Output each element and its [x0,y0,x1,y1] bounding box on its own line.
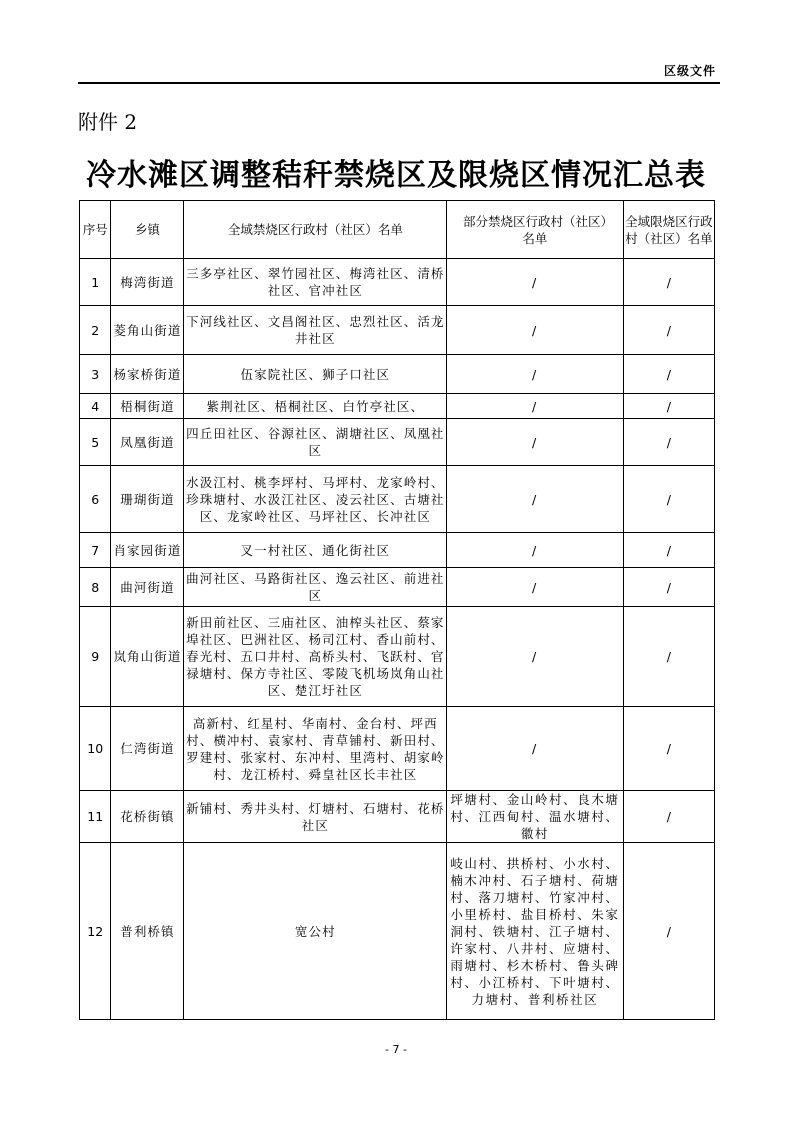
table-row [80,259,715,306]
town-name: 花桥街镇 [111,791,184,843]
full-ban-list: 伍家院社区、狮子口社区 [184,355,447,394]
full-ban-list: 紫荆社区、梧桐社区、白竹亭社区、 [184,394,447,419]
town-name: 凤凰街道 [111,419,184,466]
row-number: 7 [80,533,111,568]
partial-ban-list: / [447,533,624,568]
full-ban-list: 叉一村社区、通化街社区 [184,533,447,568]
table-row [80,533,715,568]
town-name: 曲河街道 [111,568,184,607]
table-row [80,466,715,533]
partial-ban-list: / [447,568,624,607]
town-name: 仁湾街道 [111,707,184,791]
partial-ban-list: / [447,466,624,533]
limited-list: / [623,568,714,607]
header-label: 区级文件 [663,64,716,78]
table-row [80,843,715,1020]
limited-list: / [623,466,714,533]
row-number: 11 [80,791,111,843]
full-ban-list: 宽公村 [184,843,447,1020]
row-number: 3 [80,355,111,394]
limited-list: / [623,259,714,306]
full-ban-list: 水汲江村、桃李坪村、马坪村、龙家岭村、珍珠塘村、水汲江社区、凌云社区、古塘社区、龙家岭社区、马坪社区、长冲社区 [184,466,447,533]
table-header-row [80,201,715,259]
limited-list: / [623,419,714,466]
table-row [80,355,715,394]
column-header: 序号 [80,201,111,259]
row-number: 9 [80,607,111,707]
full-ban-list: 下河线社区、文昌阁社区、忠烈社区、活龙井社区 [184,306,447,355]
full-ban-list: 新铺村、秀井头村、灯塘村、石塘村、花桥社区 [184,791,447,843]
partial-ban-list: / [447,607,624,707]
table-row [80,394,715,419]
town-name: 杨家桥街道 [111,355,184,394]
row-number: 2 [80,306,111,355]
partial-ban-list: 坪塘村、金山岭村、良木塘村、江西甸村、温水塘村、徽村 [447,791,624,843]
row-number: 10 [80,707,111,791]
full-ban-list: 三多亭社区、翠竹园社区、梅湾社区、清桥社区、官冲社区 [184,259,447,306]
partial-ban-list: / [447,355,624,394]
limited-list: / [623,394,714,419]
header-divider [78,82,720,84]
partial-ban-list: 岐山村、拱桥村、小水村、楠木冲村、石子塘村、荷塘村、落刀塘村、竹家冲村、小里桥村、盐目桥村、朱家洞村、铁塘村、江子塘村、许家村、八井村、应塘村、雨塘村、杉木桥村、鲁头碑村、小江桥村、下叶塘村、力塘村、普利桥社区 [447,843,624,1020]
table-row [80,419,715,466]
full-ban-list: 高新村、红星村、华南村、金台村、坪西村、横冲村、袁家村、青草铺村、新田村、罗建村、张家村、东冲村、里湾村、胡家岭村、龙江桥村、舜皇社区长丰社区 [184,707,447,791]
limited-list: / [623,355,714,394]
limited-list: / [623,607,714,707]
partial-ban-list: / [447,306,624,355]
partial-ban-list: / [447,419,624,466]
table-row [80,306,715,355]
column-header: 全域限烧区行政村（社区）名单 [623,201,714,259]
column-header: 乡镇 [111,201,184,259]
town-name: 岚角山街道 [111,607,184,707]
summary-table [79,200,715,1020]
limited-list: / [623,707,714,791]
town-name: 梅湾街道 [111,259,184,306]
limited-list: / [623,843,714,1020]
row-number: 4 [80,394,111,419]
limited-list: / [623,306,714,355]
town-name: 肖家园街道 [111,533,184,568]
row-number: 5 [80,419,111,466]
full-ban-list: 曲河社区、马路街社区、逸云社区、前进社区 [184,568,447,607]
column-header: 部分禁烧区行政村（社区）名单 [447,201,624,259]
partial-ban-list: / [447,707,624,791]
table-row [80,791,715,843]
table-row [80,707,715,791]
town-name: 梧桐街道 [111,394,184,419]
limited-list: / [623,533,714,568]
row-number: 8 [80,568,111,607]
attachment-label: 附件 2 [78,110,138,134]
page-number: - 7 - [385,1043,407,1056]
limited-list: / [623,791,714,843]
table-row [80,568,715,607]
table-row [80,607,715,707]
row-number: 12 [80,843,111,1020]
town-name: 珊瑚街道 [111,466,184,533]
town-name: 普利桥镇 [111,843,184,1020]
partial-ban-list: / [447,394,624,419]
town-name: 菱角山街道 [111,306,184,355]
partial-ban-list: / [447,259,624,306]
column-header: 全域禁烧区行政村（社区）名单 [184,201,447,259]
full-ban-list: 四丘田社区、谷源社区、湖塘社区、凤凰社区 [184,419,447,466]
row-number: 6 [80,466,111,533]
full-ban-list: 新田前社区、三庙社区、油榨头社区、蔡家埠社区、巴洲社区、杨司江村、香山前村、春光村、五口井村、高桥头村、飞跃村、官禄塘村、保方寺社区、零陵飞机场岚角山社区、楚江圩社区 [184,607,447,707]
page-title: 冷水滩区调整秸秆禁烧区及限烧区情况汇总表 [86,158,706,193]
row-number: 1 [80,259,111,306]
